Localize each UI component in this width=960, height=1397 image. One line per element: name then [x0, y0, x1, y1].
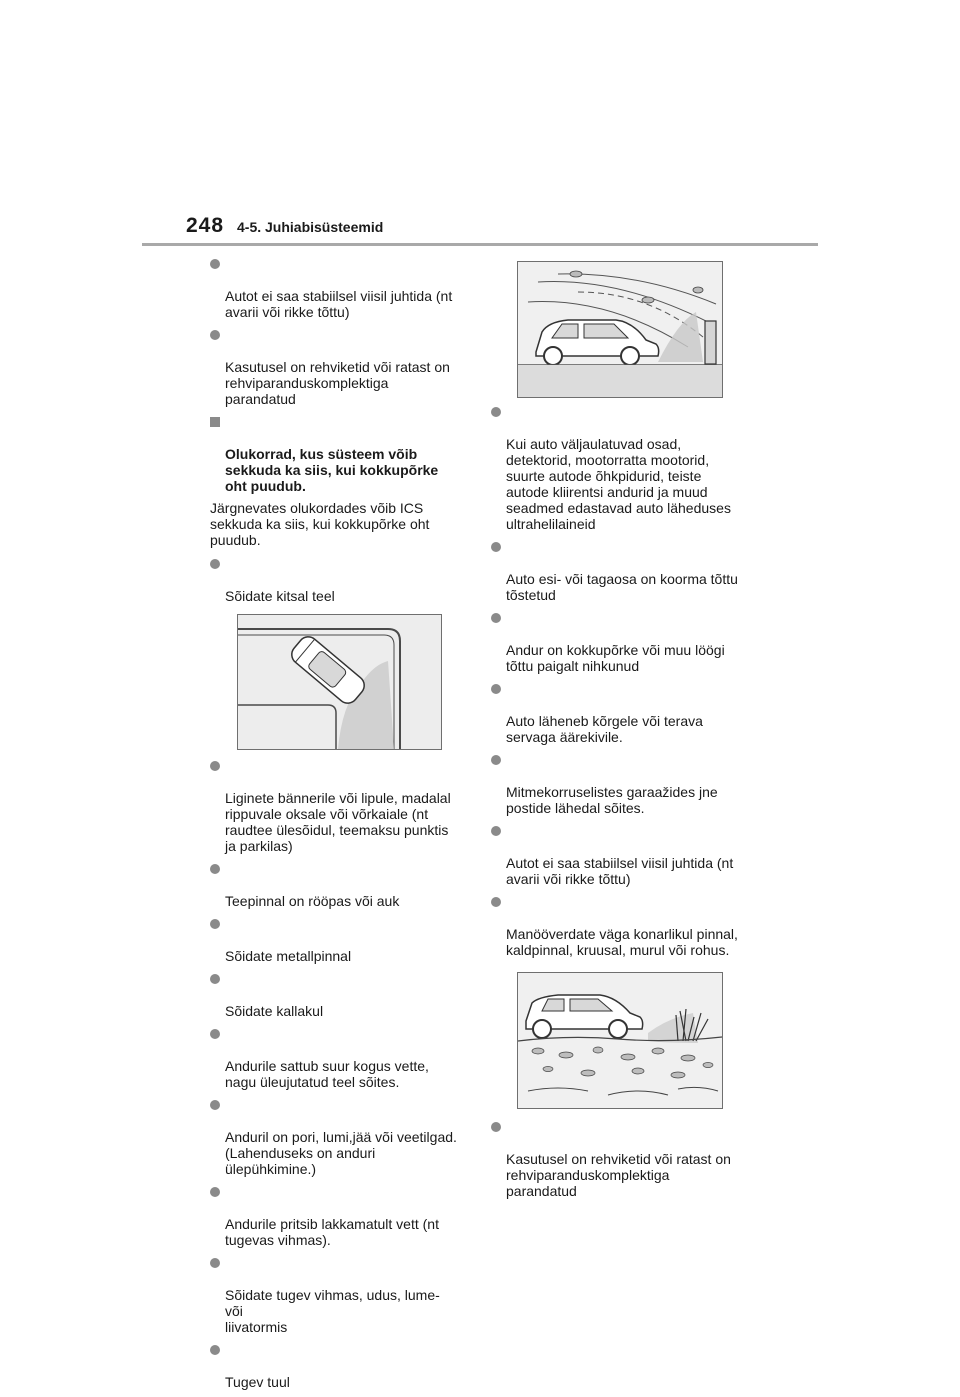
list-item	[210, 1255, 460, 1335]
bullet-icon	[491, 613, 501, 623]
list-item-text: Andurile sattub suur kogus vette, nagu üleujutatud teel sõites.	[225, 1058, 429, 1090]
narrow-road-illustration	[237, 614, 442, 750]
square-bullet-icon	[210, 417, 220, 427]
subsection-heading-text: Olukorrad, kus süsteem võib sekkuda ka siis, kui kokkupõrke oht puudub.	[225, 446, 439, 494]
list-item	[491, 752, 751, 816]
list-item-text: Kasutusel on rehviketid või ratast on rehviparanduskomplektiga parandatud	[225, 359, 450, 407]
bullet-icon	[210, 761, 220, 771]
list-item-text: Liginete bännerile või lipule, madalal rippuvale oksale või võrkaiale (nt raudtee ülesõidul, teemaksu punktis ja parkilas)	[225, 790, 451, 854]
list-item	[210, 1097, 460, 1177]
bullet-icon	[491, 826, 501, 836]
list-item	[491, 404, 751, 532]
list-item	[210, 327, 460, 407]
bullet-icon	[210, 864, 220, 874]
page-number: 248	[186, 214, 225, 237]
list-item	[210, 1026, 460, 1090]
list-item-text: Kui auto väljaulatuvad osad, detektorid, mootorratta mootorid, suurte autode õhkpidurid, teiste autode kliirentsi andurid ja muud seadmed edastavad auto läheduses ultrahelilaineid	[506, 436, 731, 532]
bullet-icon	[210, 974, 220, 984]
bullet-icon	[491, 542, 501, 552]
list-item-text: Auto esi- või tagaosa on koorma tõttu tõstetud	[506, 571, 738, 603]
intro-paragraph: Järgnevates olukordades võib ICS sekkuda ka siis, kui kokkupõrke oht puudub.	[210, 500, 430, 548]
list-item	[210, 861, 460, 909]
list-item	[210, 971, 460, 1019]
bullet-icon	[210, 1258, 220, 1268]
list-item-text: Mitmekorruselistes garaažides jne postide lähedal sõites.	[506, 784, 718, 816]
list-item-text: Sõidate kallakul	[225, 1003, 324, 1019]
list-item	[210, 1342, 460, 1390]
bullet-icon	[210, 919, 220, 929]
section-title: 4-5. Juhiabisüsteemid	[237, 219, 384, 235]
list-item	[210, 256, 460, 320]
bullet-icon	[210, 559, 220, 569]
list-item-text: Sõidate metallpinnal	[225, 948, 352, 964]
list-item	[491, 1119, 751, 1199]
list-item	[210, 758, 460, 854]
bullet-icon	[491, 407, 501, 417]
list-item-text: Anduril on pori, lumi,jää või veetilgad. (Lahenduseks on anduri ülepühkimine.)	[225, 1129, 457, 1177]
bullet-icon	[210, 1029, 220, 1039]
list-item	[491, 894, 751, 958]
bullet-icon	[210, 1187, 220, 1197]
bullet-icon	[210, 330, 220, 340]
wind-weather-illustration	[517, 261, 723, 398]
list-item-text: Andur on kokkupõrke või muu löögi tõttu paigalt nihkunud	[506, 642, 725, 674]
rough-terrain-illustration	[517, 972, 723, 1109]
bullet-icon	[491, 897, 501, 907]
list-item-text: Tugev tuul	[225, 1374, 290, 1390]
bullet-icon	[491, 1122, 501, 1132]
list-item-text: Auto läheneb kõrgele või terava servaga äärekivile.	[506, 713, 703, 745]
list-item-text: Teepinnal on rööpas või auk	[225, 893, 400, 909]
list-item	[491, 681, 751, 745]
list-item	[491, 539, 751, 603]
bullet-icon	[210, 1345, 220, 1355]
list-item	[210, 916, 460, 964]
list-item-text: Sõidate tugev vihmas, udus, lume- või liivatormis	[225, 1287, 440, 1335]
right-column	[491, 404, 751, 1206]
left-column	[210, 256, 460, 1397]
list-item-text: Autot ei saa stabiilsel viisil juhtida (nt avarii või rikke tõttu)	[225, 288, 453, 320]
list-item-text: Andurile pritsib lakkamatult vett (nt tugevas vihmas).	[225, 1216, 439, 1248]
bullet-icon	[491, 684, 501, 694]
list-item	[210, 556, 460, 604]
list-item	[491, 823, 751, 887]
bullet-icon	[491, 755, 501, 765]
bullet-icon	[210, 259, 220, 269]
header-rule	[142, 243, 818, 246]
list-item-text: Manööverdate väga konarlikul pinnal, kaldpinnal, kruusal, murul või rohus.	[506, 926, 738, 958]
bullet-icon	[210, 1100, 220, 1110]
list-item	[210, 1184, 460, 1248]
list-item-text: Sõidate kitsal teel	[225, 588, 335, 604]
list-item-text: Kasutusel on rehviketid või ratast on rehviparanduskomplektiga parandatud	[506, 1151, 731, 1199]
subsection-heading	[210, 414, 460, 494]
list-item	[491, 610, 751, 674]
list-item-text: Autot ei saa stabiilsel viisil juhtida (nt avarii või rikke tõttu)	[506, 855, 734, 887]
